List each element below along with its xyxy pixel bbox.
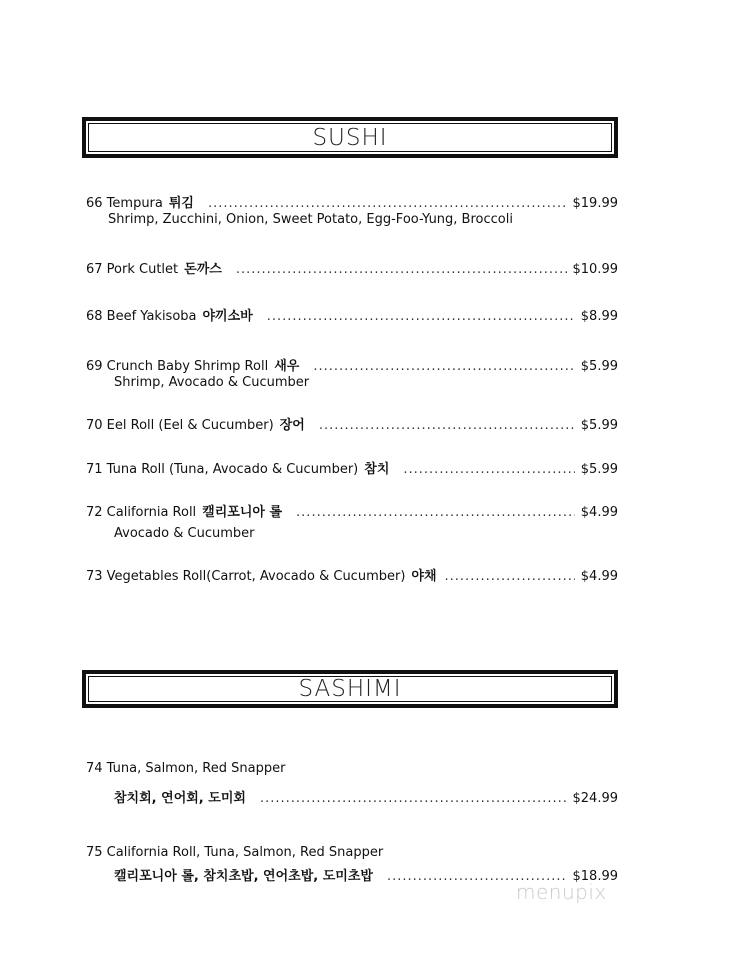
item-price: $5.99 <box>580 462 618 477</box>
item-price: $8.99 <box>580 309 618 324</box>
leader-dots <box>267 309 575 324</box>
menu-item <box>86 355 618 395</box>
item-price: $24.99 <box>572 791 618 806</box>
item-price: $4.99 <box>580 505 618 520</box>
item-korean-name: 참치회, 연어회, 도미회 <box>114 791 246 806</box>
menu-item <box>86 414 618 434</box>
menu-item <box>86 305 618 325</box>
leader-dots <box>296 505 575 520</box>
item-name: 70 Eel Roll (Eel & Cucumber) <box>86 418 274 433</box>
item-name: 68 Beef Yakisoba <box>86 309 197 324</box>
item-name: 66 Tempura <box>86 196 163 211</box>
item-korean-name: 야채 <box>411 569 437 584</box>
item-korean-name: 장어 <box>279 418 305 433</box>
item-price: $10.99 <box>572 262 618 277</box>
item-name: 72 California Roll <box>86 505 197 520</box>
menu-item <box>86 501 618 546</box>
leader-dots <box>403 462 574 477</box>
item-description: Shrimp, Avocado & Cucumber <box>114 375 310 390</box>
leader-dots <box>236 262 567 277</box>
menu-item <box>86 192 618 232</box>
sushi-section-title: SUSHI <box>312 124 388 151</box>
item-name: 74 Tuna, Salmon, Red Snapper <box>86 761 286 776</box>
menu-item <box>86 761 618 807</box>
item-korean-name: 돈까스 <box>184 262 222 277</box>
sashimi-section-title: SASHIMI <box>298 676 402 702</box>
item-name: 67 Pork Cutlet <box>86 262 179 277</box>
watermark-logo: menupix <box>516 880 607 904</box>
item-korean-name: 참치 <box>364 462 390 477</box>
item-korean-name: 야끼소바 <box>202 309 253 324</box>
item-name: 71 Tuna Roll (Tuna, Avocado & Cucumber) <box>86 462 359 477</box>
menu-item <box>86 845 618 885</box>
item-name: 75 California Roll, Tuna, Salmon, Red Snapper <box>86 845 384 860</box>
item-price: $19.99 <box>572 196 618 211</box>
item-korean-name: 새우 <box>274 359 300 374</box>
sushi-section-header <box>82 117 618 158</box>
menu-item <box>86 458 618 478</box>
leader-dots <box>208 196 567 211</box>
item-price: $4.99 <box>580 569 618 584</box>
item-description: Shrimp, Zucchini, Onion, Sweet Potato, Egg-Foo-Yung, Broccoli <box>108 212 513 227</box>
leader-dots <box>313 359 574 374</box>
leader-dots <box>260 791 567 806</box>
item-name: 69 Crunch Baby Shrimp Roll <box>86 359 269 374</box>
menu-item <box>86 258 618 278</box>
leader-dots <box>319 418 575 433</box>
item-name: 73 Vegetables Roll(Carrot, Avocado & Cucumber) <box>86 569 406 584</box>
item-price: $18.99 <box>572 869 618 884</box>
leader-dots <box>445 569 575 584</box>
menu-item <box>86 565 618 585</box>
item-korean-name: 튀김 <box>168 196 194 211</box>
sashimi-section-header <box>82 670 618 708</box>
item-price: $5.99 <box>580 418 618 433</box>
item-description: Avocado & Cucumber <box>114 526 255 541</box>
item-korean-name: 캘리포니아 롤, 참치초밥, 연어초밥, 도미초밥 <box>114 869 373 884</box>
item-korean-name: 캘리포니아 롤 <box>202 505 283 520</box>
item-price: $5.99 <box>580 359 618 374</box>
